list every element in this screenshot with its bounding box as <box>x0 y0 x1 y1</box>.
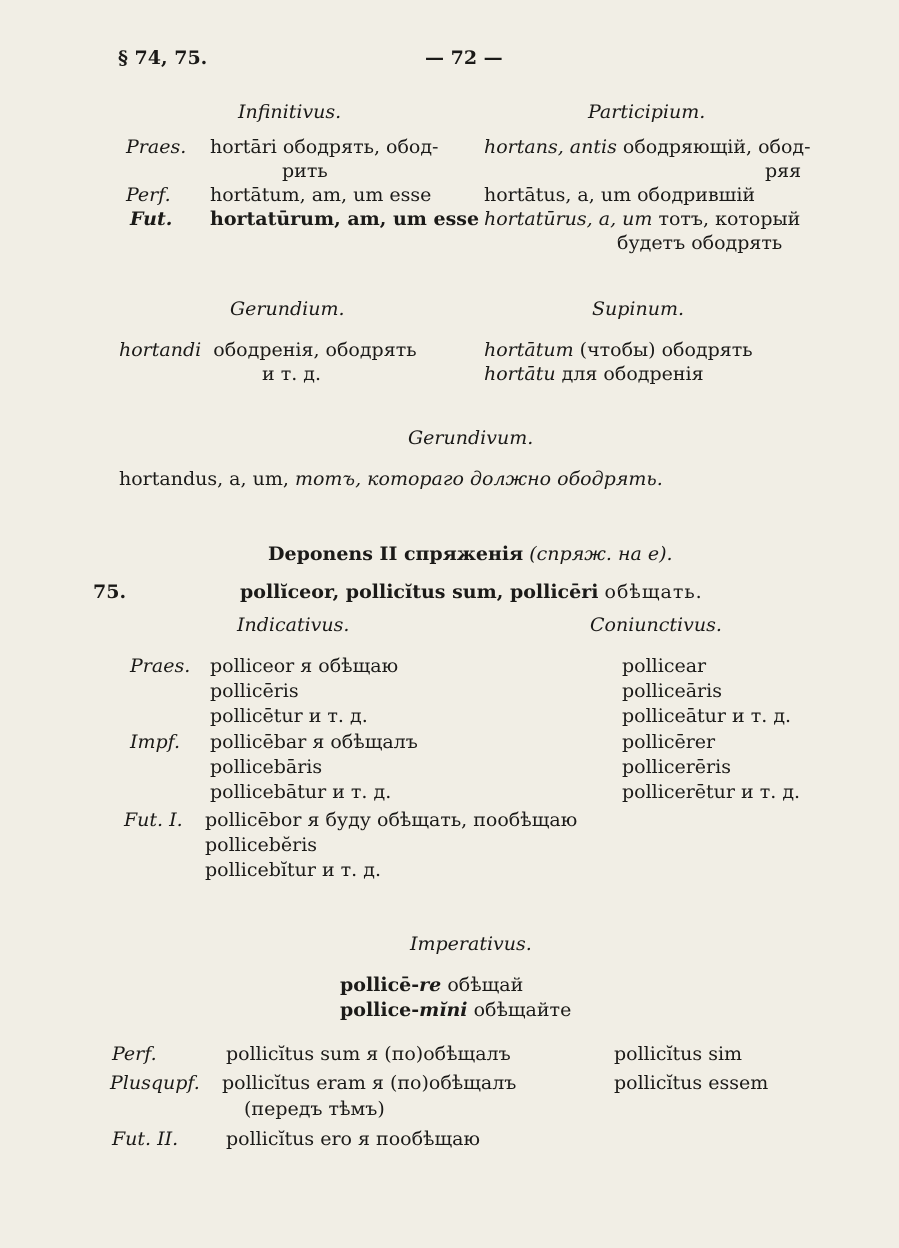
fut-indicative-2: pollicebĕris <box>205 834 318 856</box>
praes-indicative-2: pollicēris <box>210 680 299 702</box>
label-perf: Perf. <box>112 1043 157 1065</box>
deponens-title: Deponens II спряженія (спряж. на e). <box>268 543 673 565</box>
praes-coniunctive-2: polliceāris <box>622 680 722 702</box>
participle-praes-line2: ряя <box>765 160 802 182</box>
participle-fut-line2: будетъ ободрять <box>617 232 783 254</box>
perf-coniunctive: pollicĭtus sim <box>614 1043 743 1065</box>
participle-perf: hortātus, a, um ободрившій <box>484 184 756 206</box>
gerundivum-line: hortandus, a, um, тотъ, котораго должно ободрять. <box>119 468 663 490</box>
row-label-perf: Perf. <box>126 184 171 206</box>
praes-coniunctive-3: polliceātur и т. д. <box>622 705 792 727</box>
imperativus-heading: Imperativus. <box>410 933 532 955</box>
imperativus-line2: pollice-mĭni обѣщайте <box>340 999 572 1021</box>
infinitive-praes-line2: рить <box>282 160 328 182</box>
impf-coniunctive-2: pollicerēris <box>622 756 731 778</box>
praes-indicative-3: pollicētur и т. д. <box>210 705 368 727</box>
participle-praes-line1: hortans, antis ободряющій, обод- <box>484 136 811 158</box>
imperativus-line1: pollicē-re обѣщай <box>340 974 524 996</box>
coniunctivus-heading: Coniunctivus. <box>590 614 722 636</box>
infinitive-fut: hortatūrum, am, um esse <box>210 208 480 230</box>
participle-fut-line1: hortatūrus, a, um тотъ, который <box>484 208 801 230</box>
label-impf: Impf. <box>130 731 181 753</box>
fut-indicative-1: pollicēbor я буду обѣщать, пообѣщаю <box>205 809 578 831</box>
plusq-indicative: pollicĭtus eram я (по)обѣщалъ <box>222 1072 517 1094</box>
praes-indicative-1: polliceor я обѣщаю <box>210 655 399 677</box>
impf-coniunctive-3: pollicerētur и т. д. <box>622 781 801 803</box>
principal-parts: pollĭceor, pollicĭtus sum, pollicēri обѣщать. <box>240 581 703 603</box>
label-fut-1: Fut. I. <box>124 809 183 831</box>
supinum-line2: hortātu для ободренія <box>484 363 704 385</box>
impf-indicative-3: pollicebātur и т. д. <box>210 781 392 803</box>
participium-heading: Participium. <box>588 101 706 123</box>
fut2-indicative: pollicĭtus ero я пообѣщаю <box>226 1128 481 1150</box>
gerundium-heading: Gerundium. <box>230 298 345 320</box>
plusq-note: (передъ тѣмъ) <box>244 1098 385 1120</box>
infinitivus-heading: Infinitivus. <box>238 101 342 123</box>
impf-indicative-1: pollicēbar я обѣщалъ <box>210 731 418 753</box>
plusq-coniunctive: pollicĭtus essem <box>614 1072 769 1094</box>
label-fut-2: Fut. II. <box>112 1128 179 1150</box>
infinitive-perf: hortātum, am, um esse <box>210 184 432 206</box>
section-number-75: 75. <box>93 581 127 603</box>
perf-indicative: pollicĭtus sum я (по)обѣщалъ <box>226 1043 511 1065</box>
gerundium-line2: и т. д. <box>262 363 322 385</box>
supinum-line1: hortātum (чтобы) ободрять <box>484 339 753 361</box>
section-reference: § 74, 75. <box>118 47 208 69</box>
gerundivum-heading: Gerundivum. <box>408 427 534 449</box>
row-label-praes: Praes. <box>126 136 187 158</box>
praes-coniunctive-1: pollicear <box>622 655 707 677</box>
label-plusqupf: Plusqupf. <box>110 1072 200 1094</box>
row-label-fut: Fut. <box>130 208 173 230</box>
indicativus-heading: Indicativus. <box>237 614 350 636</box>
label-praes: Praes. <box>130 655 191 677</box>
fut-indicative-3: pollicebĭtur и т. д. <box>205 859 381 881</box>
gerundium-line1: hortandi ободренія, ободрять <box>119 339 417 361</box>
page-number: — 72 — <box>425 47 503 69</box>
impf-coniunctive-1: pollicērer <box>622 731 716 753</box>
impf-indicative-2: pollicebāris <box>210 756 323 778</box>
supinum-heading: Supinum. <box>592 298 685 320</box>
infinitive-praes-line1: hortāri ободрять, обод- <box>210 136 439 158</box>
